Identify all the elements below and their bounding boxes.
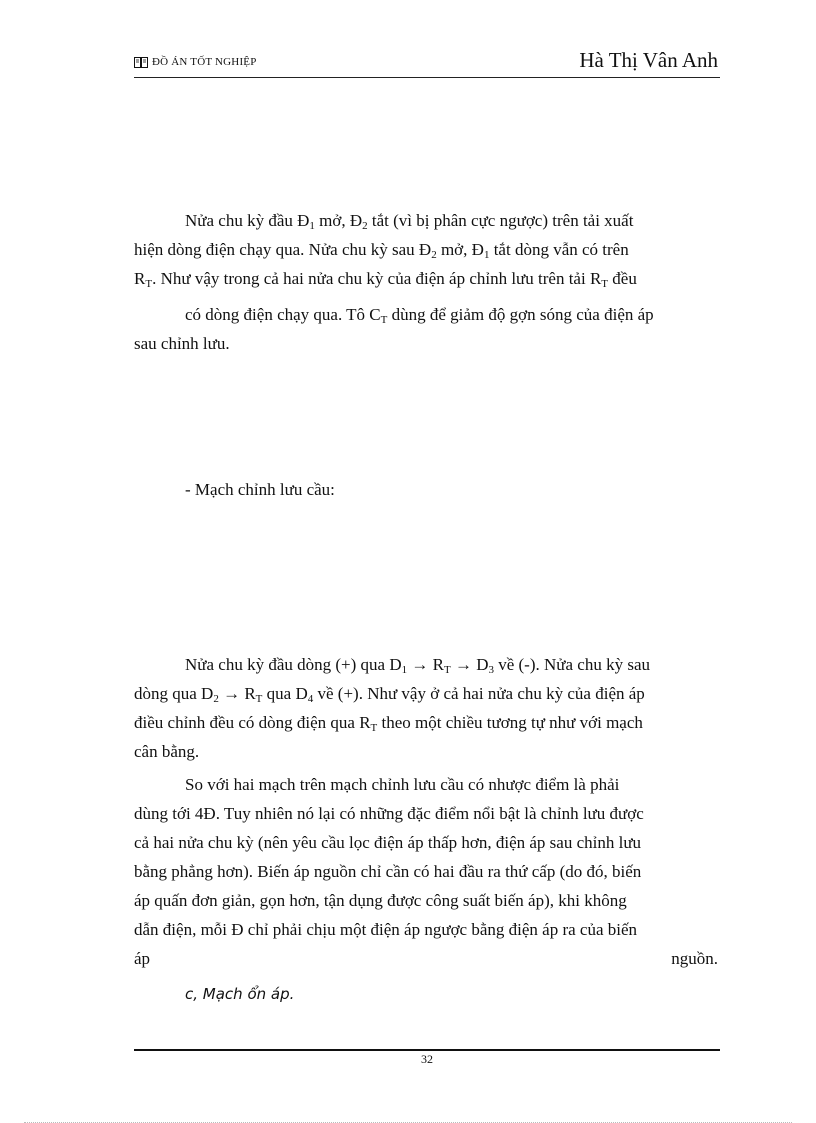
text-line: dùng tới 4Đ. Tuy nhiên nó lại có những đặc điểm nổi bật là chỉnh lưu được [134,804,644,823]
text-line: điều chỉnh đều có dòng điện qua $R_T$ theo một chiều tương tự như với mạch [134,713,643,734]
text-line: cả hai nửa chu kỳ (nên yêu cầu lọc điện áp thấp hơn, điện áp sau chỉnh lưu [134,833,642,852]
text-line: dòng qua $D_2 \to R_T$ qua $D_4$ về (+). Như vậy ở cả hai nửa chu kỳ của điện áp [134,684,645,705]
bridge-rectifier-heading: - Mạch chỉnh lưu cầu: [185,480,335,499]
text-line: $R_T$. Như vậy trong cả hai nửa chu kỳ của điện áp chỉnh lưu trên tải $R_T$ đều [134,269,637,290]
text-line: sau chỉnh lưu. [134,334,230,353]
text-line: Nửa chu kỳ đầu dòng (+) qua $D_1 \to R_T \to D_3$ về (-). Nửa chu kỳ sau [185,655,650,676]
paragraph-full-wave [134,206,718,293]
page-number: 32 [421,1052,433,1066]
text-line: So với hai mạch trên mạch chỉnh lưu cầu có nhược điểm là phải [185,775,620,794]
text-line: có dòng điện chạy qua. Tô $C_T$ dùng để giảm độ gợn sóng của điện áp [185,305,654,326]
book-icon [134,57,148,68]
text-line: Nửa chu kỳ đầu $Đ_1$ mở, $Đ_2$ tắt (vì bị phân cực ngược) trên tải xuất [185,211,634,232]
document-type-label: ĐỒ ÁN TỐT NGHIỆP [152,56,257,68]
text-line: dẫn điện, mỗi Đ chỉ phải chịu một điện áp ngược bằng điện áp ra của biến [134,920,638,939]
header-left [134,56,257,68]
page-header [134,48,718,76]
text-line: hiện dòng điện chạy qua. Nửa chu kỳ sau $Đ_2$ mở, $Đ_1$ tắt dòng vẫn có trên [134,240,629,261]
footer-divider [134,1049,720,1051]
section-heading-c: c, Mạch ổn áp. [185,985,295,1003]
text-line: cân bằng. [134,742,200,761]
author-name: Hà Thị Vân Anh [579,48,718,72]
text-line: áp quấn đơn giản, gọn hơn, tận dụng được công suất biến áp), khi không [134,891,627,910]
paragraph-capacitor [134,300,718,358]
header-divider [134,77,720,78]
text-line: áp nguồn. [134,949,718,968]
paragraph-bridge [134,650,718,766]
text-line: bằng phẳng hơn). Biến áp nguồn chỉ cần có hai đầu ra thứ cấp (do đó, biến [134,862,642,881]
paragraph-comparison [134,770,718,973]
